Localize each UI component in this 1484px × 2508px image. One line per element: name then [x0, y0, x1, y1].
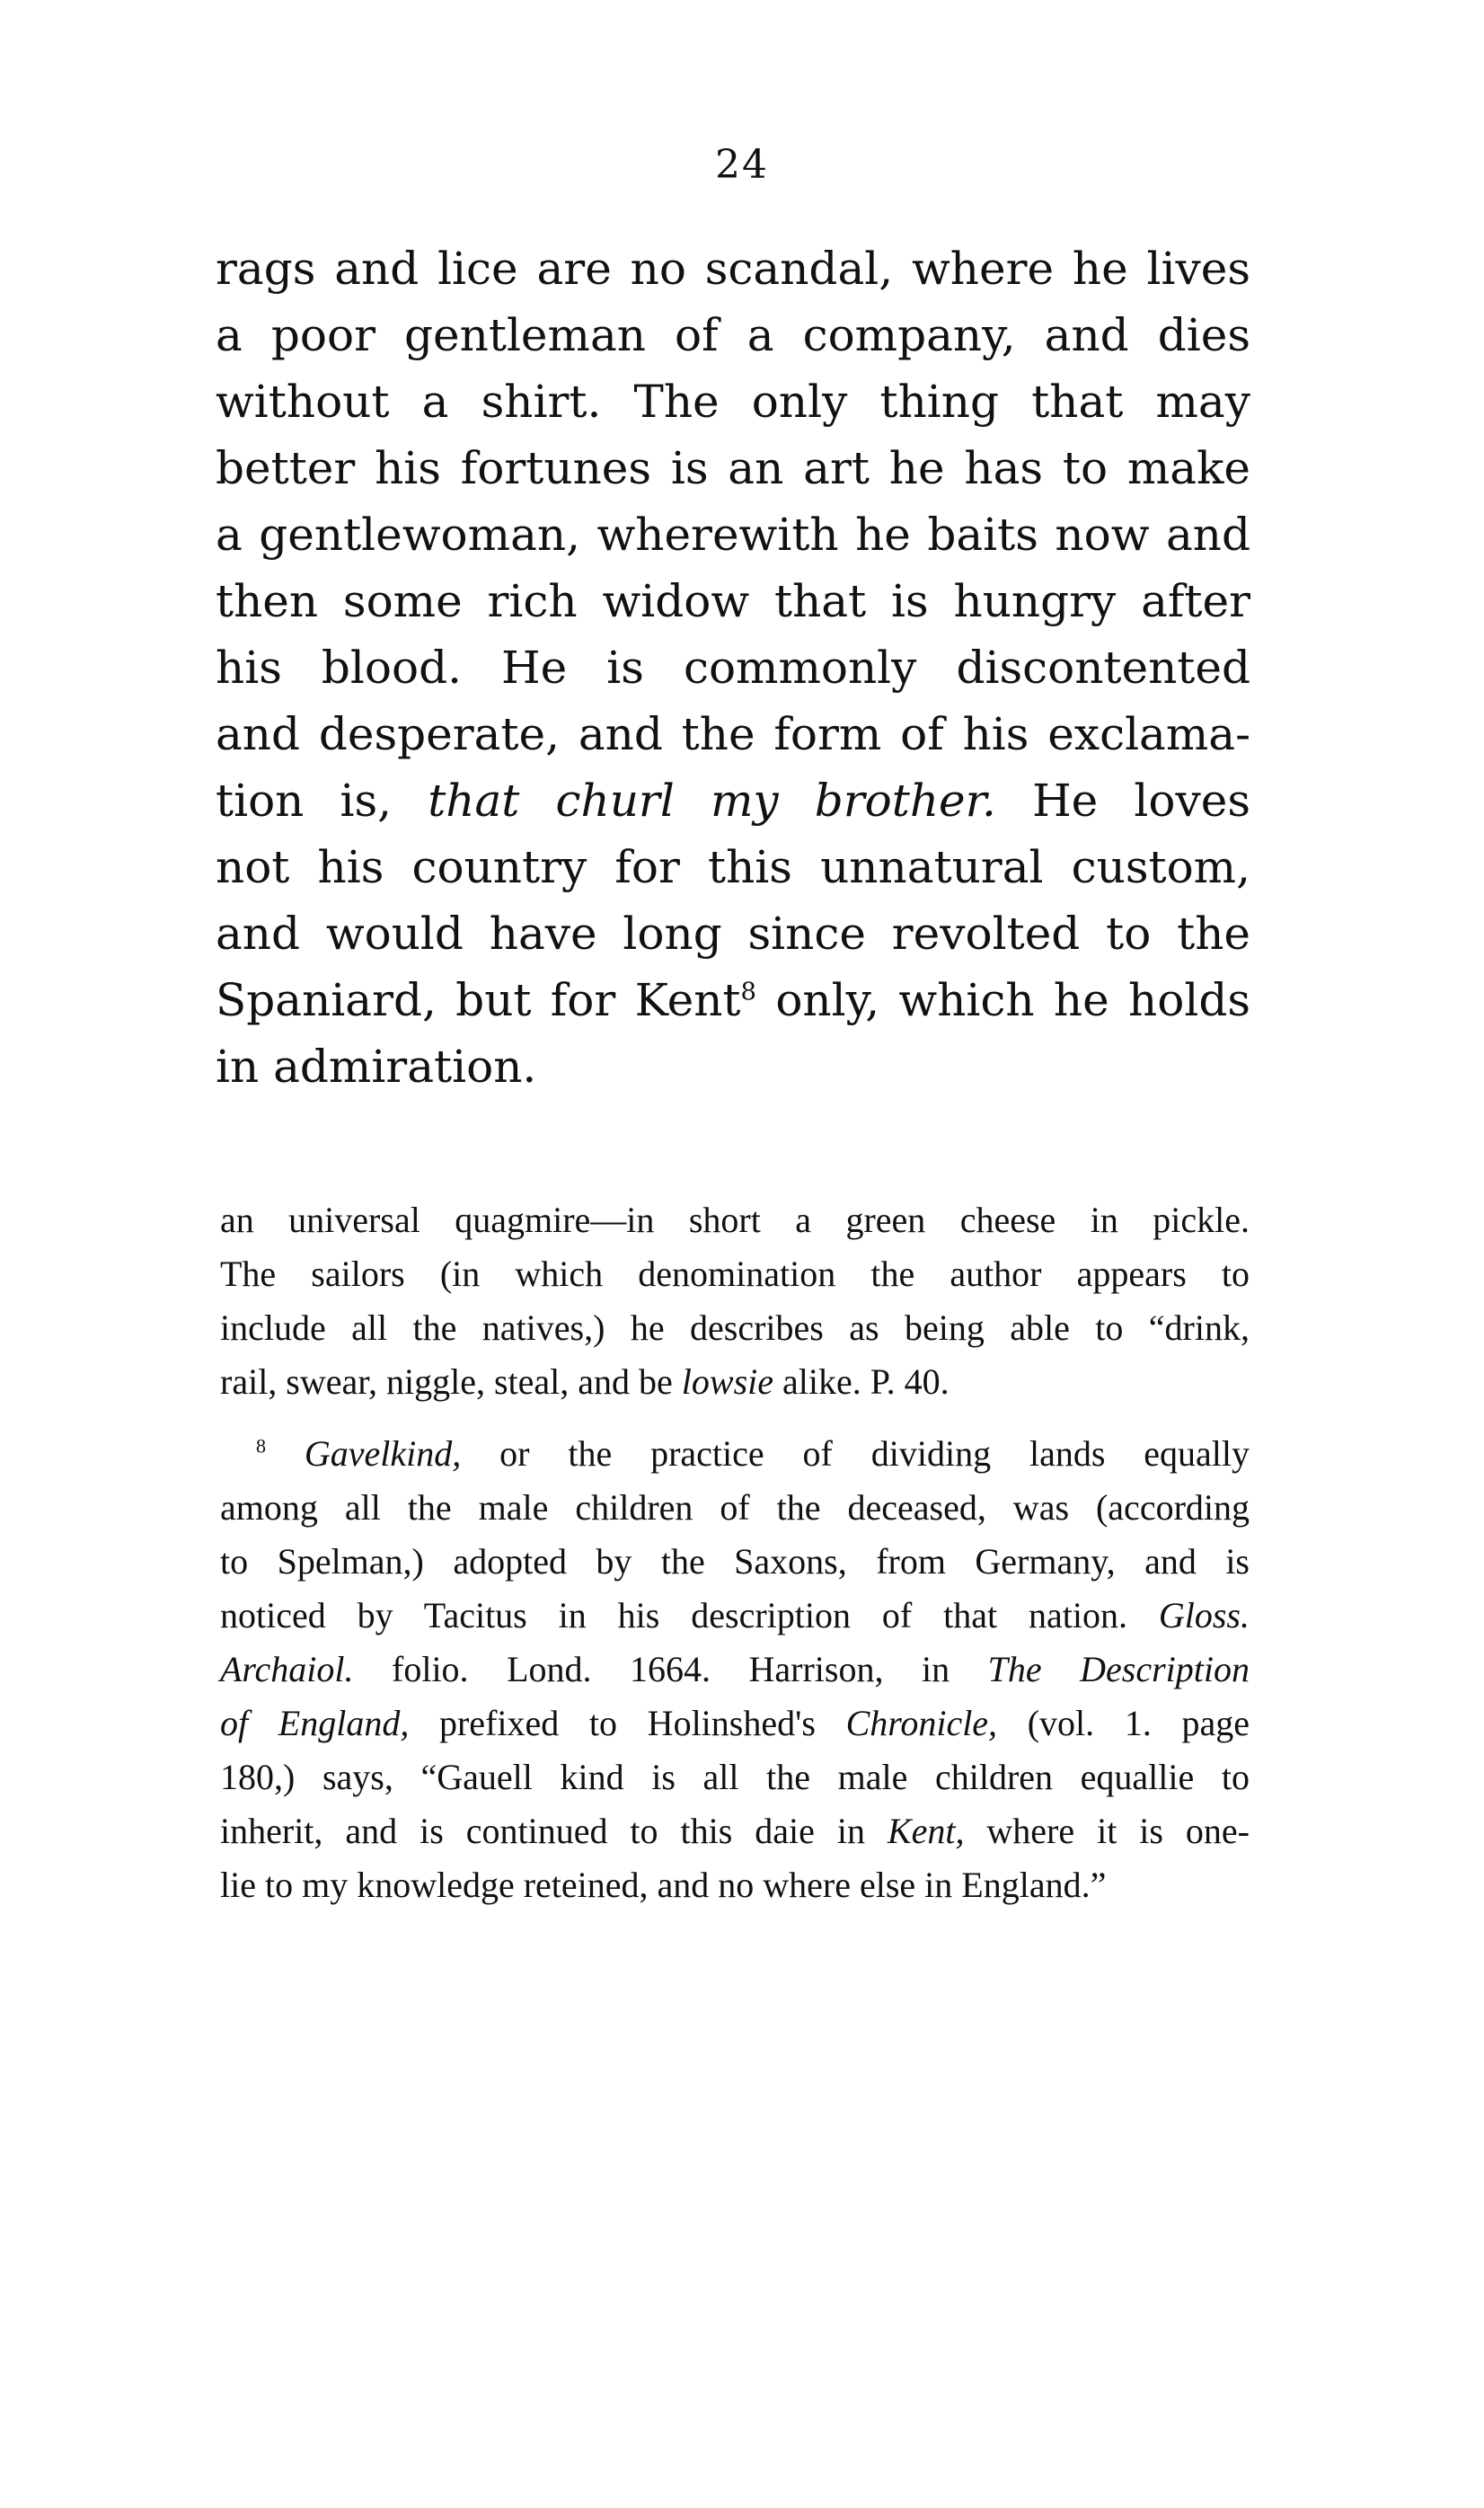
footnotes [220, 1193, 1250, 1912]
main-text [216, 235, 1250, 1100]
italic-phrase: Archaiol. [220, 1649, 354, 1689]
footnote-8 [220, 1427, 1250, 1912]
footnote-line: The sailors (in which denomination the author appears to [220, 1254, 1250, 1294]
text-run: or the practice of dividing lands equally [461, 1433, 1250, 1474]
footnote-line: among all the male children of the deceased, was (according [220, 1487, 1250, 1528]
text-run: where it is one- [964, 1811, 1250, 1851]
main-line: rags and lice are no scandal, where he lives [216, 243, 1250, 295]
footnote-marker: 8 [256, 1434, 266, 1458]
footnote-line [220, 1589, 1250, 1643]
main-line: a poor gentleman of a company, and dies [216, 309, 1250, 361]
text-run: tion is, [216, 775, 428, 827]
main-line [216, 767, 1250, 834]
footnote-line [220, 1355, 1250, 1409]
footnote-line [220, 1697, 1250, 1750]
text-run: rail, swear, niggle, steal, and be [220, 1361, 682, 1402]
footnote-line [220, 1804, 1250, 1858]
text-run: He loves [995, 775, 1250, 827]
text-run: folio. Lond. 1664. Harrison, in [353, 1649, 988, 1689]
footnote-line: lie to my knowledge reteined, and no where else in England.” [220, 1865, 1107, 1905]
italic-phrase: Chronicle, [845, 1703, 998, 1743]
footnote-line: an universal quagmire—in short a green cheese in pickle. [220, 1200, 1250, 1240]
italic-phrase: Gloss. [1158, 1595, 1250, 1635]
main-line: better his fortunes is an art he has to make [216, 442, 1250, 494]
main-line: without a shirt. The only thing that may [216, 376, 1250, 428]
page-number: 24 [715, 142, 769, 188]
text-run: inherit, and is continued to this daie in [220, 1811, 888, 1851]
text-run: alike. P. 40. [773, 1361, 950, 1402]
footnote-line [220, 1427, 1250, 1481]
main-line: a gentlewoman, wherewith he baits now and [216, 509, 1250, 561]
main-line [216, 967, 1250, 1033]
main-line: in admiration. [216, 1041, 537, 1093]
italic-phrase: lowsie [681, 1361, 774, 1402]
footnote-continuation [220, 1193, 1250, 1409]
text-run: prefixed to Holinshed's [409, 1703, 846, 1743]
footnote-line [220, 1643, 1250, 1697]
italic-phrase: Kent, [887, 1811, 965, 1851]
text-run: noticed by Tacitus in his description of that nation. [220, 1595, 1159, 1635]
main-line: his blood. He is commonly discontented [216, 642, 1250, 694]
main-line: and would have long since revolted to the [216, 908, 1250, 960]
footnote-line: include all the natives,) he describes as being able to “drink, [220, 1307, 1250, 1348]
main-line: then some rich widow that is hungry after [216, 575, 1250, 627]
italic-phrase: The Description [987, 1649, 1250, 1689]
italic-phrase: Gavelkind, [304, 1433, 462, 1474]
italic-phrase: that churl my brother. [428, 775, 996, 827]
text-run: Spaniard, but for Kent [216, 974, 741, 1026]
italic-phrase: of England, [220, 1703, 410, 1743]
main-line: not his country for this unnatural custom, [216, 841, 1250, 893]
footnote-reference: 8 [740, 977, 757, 1006]
main-line: and desperate, and the form of his exclama- [216, 708, 1250, 760]
text-run: (vol. 1. page [997, 1703, 1250, 1743]
text-run: only, which he holds [756, 974, 1250, 1026]
footnote-line: 180,) says, “Gauell kind is all the male children equallie to [220, 1757, 1250, 1797]
footnote-line: to Spelman,) adopted by the Saxons, from Germany, and is [220, 1541, 1250, 1582]
